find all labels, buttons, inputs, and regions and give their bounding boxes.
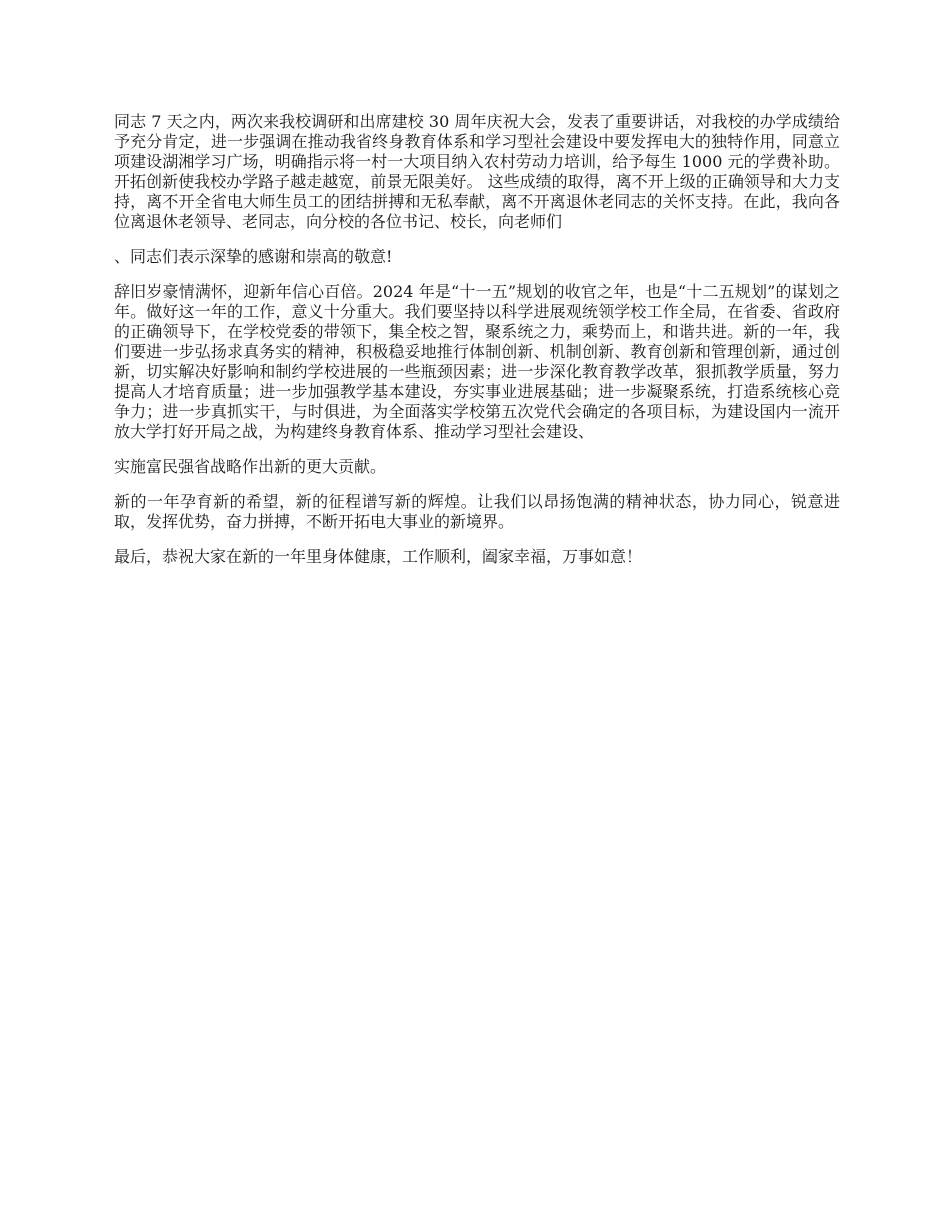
paragraph-5: 新的一年孕育新的希望，新的征程谱写新的辉煌。让我们以昂扬饱满的精神状态，协力同心，锐意进取，发挥优势，奋力拼搏，不断开拓电大事业的新境界。: [114, 492, 840, 531]
paragraph-6: 最后，恭祝大家在新的一年里身体健康，工作顺利，阖家幸福，万事如意！: [114, 547, 643, 566]
document-page: [114, 112, 840, 582]
paragraph-2: 、同志们表示深挚的感谢和崇高的敬意!: [114, 247, 393, 266]
paragraph-3: 辞旧岁豪情满怀，迎新年信心百倍。2024 年是“十一五”规划的收官之年，也是“十二五规划”的谋划之年。做好这一年的工作，意义十分重大。我们要坚持以科学进展观统领学校工作全局，在省委、省政府的正确领导下，在学校党委的带领下，集全校之智，聚系统之力，乘势而上，和谐共进。新的一年，我们要进一步弘扬求真务实的精神，积极稳妥地推行体制创新、机制创新、教育创新和管理创新，通过创新，切实解决好影响和制约学校进展的一些瓶颈因素；进一步深化教育教学改革，狠抓教学质量，努力提高人才培育质量；进一步加强教学基本建设，夯实事业进展基础；进一步凝聚系统，打造系统核心竞争力；进一步真抓实干，与时俱进，为全面落实学校第五次党代会确定的各项目标，为建设国内一流开放大学打好开局之战，为构建终身教育体系、推动学习型社会建设、: [114, 282, 840, 441]
paragraph-1: 同志 7 天之内，两次来我校调研和出席建校 30 周年庆祝大会，发表了重要讲话，对我校的办学成绩给予充分肯定，进一步强调在推动我省终身教育体系和学习型社会建设中要发挥电大的独特作用，同意立项建设湖湘学习广场，明确指示将一村一大项目纳入农村劳动力培训，给予每生 1000 元的学费补助。开拓创新使我校办学路子越走越宽，前景无限美好。 这些成绩的取得，离不开上级的正确领导和大力支持，离不开全省电大师生员工的团结拼搏和无私奉献，离不开离退休老同志的关怀支持。在此，我向各位离退休老领导、老同志，向分校的各位书记、校长，向老师们: [114, 112, 840, 231]
paragraph-4: 实施富民强省战略作出新的更大贡献。: [114, 457, 387, 476]
